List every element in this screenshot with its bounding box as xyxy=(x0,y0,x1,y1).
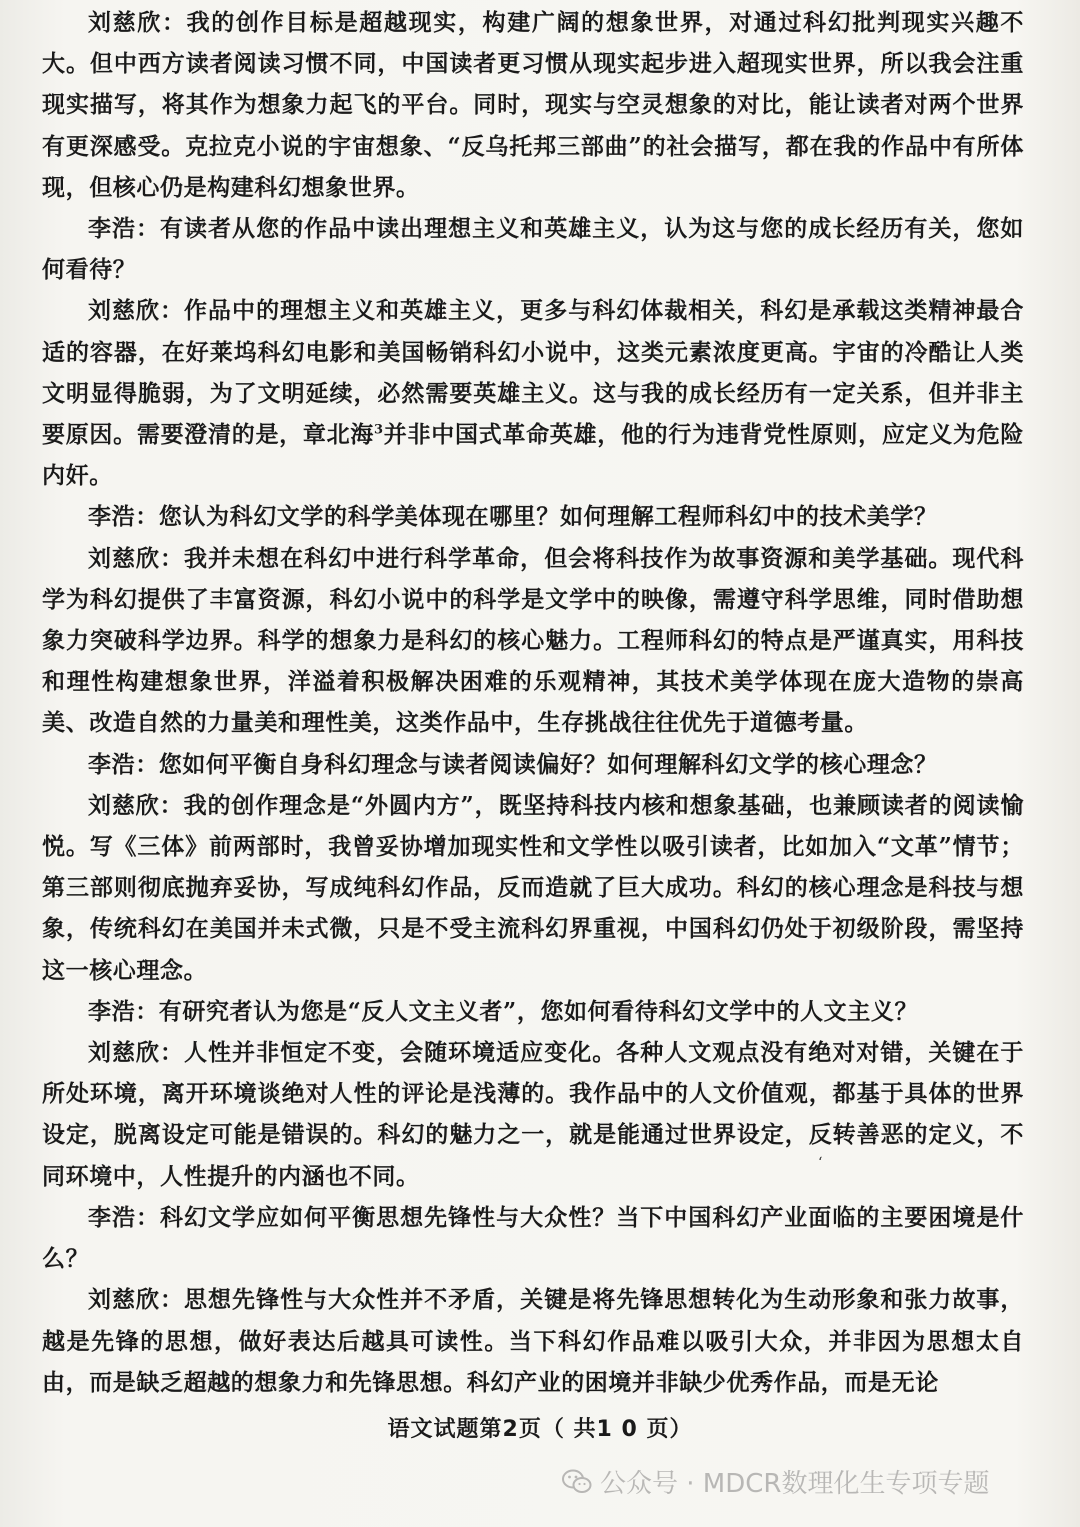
paragraph-3-tail: 并非中国式革命英雄，他的行为违背党性原则，应定义为危险内奸。 xyxy=(42,421,1025,490)
paragraph-1: 刘慈欣：我的创作目标是超越现实，构建广阔的想象世界，对通过科幻批判现实兴趣不大。但中西方读者阅读习惯不同，中国读者更习惯从现实起步进入超现实世界，所以我会注重现实描写，将其作为想象力起飞的平台。同时，现实与空灵想象的对比，能让读者对两个世界有更深感受。克拉克小说的宇宙想象、“反乌托邦三部曲”的社会描写，都在我的作品中有所体现，但核心仍是构建科幻想象世界。 xyxy=(42,9,1024,201)
page-footer: 语文试题第2页（ 共1 0 页） xyxy=(387,1417,693,1442)
paragraph-3-head: 刘慈欣：作品中的理想主义和英雄主义，更多与科幻体裁相关，科幻是承载这类精神最合适的容器，在好莱坞科幻电影和美国畅销科幻小说中，这类元素浓度更高。宇宙的冷酷让人类文明显得脆弱，为了文明延续，必然需要英雄主义。这与我的成长经历有一定关系，但并非主要原因。需要澄清的是，章北海 xyxy=(42,297,1024,449)
paragraph-8: 李浩：有研究者认为您是“反人文主义者”，您如何看待科幻文学中的人文主义？ xyxy=(88,997,919,1025)
paragraph-10: 李浩：科幻文学应如何平衡思想先锋性与大众性？当下中国科幻产业面临的主要困境是什么？ xyxy=(42,1203,1024,1273)
paragraph-6: 李浩：您如何平衡自身科幻理念与读者阅读偏好？如何理解科幻文学的核心理念？ xyxy=(88,750,938,778)
paragraph-4: 李浩：您认为科幻文学的科学美体现在哪里？如何理解工程师科幻中的技术美学？ xyxy=(88,503,938,531)
paragraph-5: 刘慈欣：我并未想在科幻中进行科学革命，但会将科技作为故事资源和美学基础。现代科学为科幻提供了丰富资源，科幻小说中的科学是文学中的映像，需遵守科学思维，同时借助想象力突破科学边界。科学的想象力是科幻的核心魅力。工程师科幻的特点是严谨真实，用科技和理性构建想象世界，洋溢着积极解决困难的乐观精神，其技术美学体现在庞大造物的崇高美、改造自然的力量美和理性美，这类作品中，生存挑战往往优先于道德考量。 xyxy=(42,544,1024,737)
paragraph-11: 刘慈欣：思想先锋性与大众性并不矛盾，关键是将先锋思想转化为生动形象和张力故事，越是先锋的思想，做好表达后越具可读性。当下科幻作品难以吸引大众，并非因为思想太自由，而是缺乏超越的想象力和先锋思想。科幻产业的困境并非缺少优秀作品，而是无论 xyxy=(42,1286,1024,1396)
watermark-text: 公众号 · MDCR数理化生专项专题 xyxy=(600,1469,990,1499)
paragraph-9: 刘慈欣：人性并非恒定不变，会随环境适应变化。各种人文观点没有绝对对错，关键在于所处环境，离开环境谈绝对人性的评论是浅薄的。我作品中的人文价值观，都基于具体的世界设定，脱离设定可能是错误的。科幻的魅力之一，就是能通过世界设定，反转善恶的定义，不同环境中，人性提升的内涵也不同。 xyxy=(42,1039,1024,1190)
footnote-marker: 3 xyxy=(374,422,384,438)
paragraph-3 xyxy=(42,290,1024,496)
scan-speck: ‘ xyxy=(818,1155,823,1171)
watermark xyxy=(562,1463,989,1500)
paragraph-2: 李浩：有读者从您的作品中读出理想主义和英雄主义，认为这与您的成长经历有关，您如何看待？ xyxy=(42,215,1024,284)
wechat-icon xyxy=(562,1469,592,1495)
paragraph-7: 刘慈欣：我的创作理念是“外圆内方”，既坚持科技内核和想象基础，也兼顾读者的阅读愉悦。写《三体》前两部时，我曾妥协增加现实性和文学性以吸引读者，比如加入“文革”情节；第三部则彻底抛弃妥协，写成纯科幻作品，反而造就了巨大成功。科幻的核心理念是科技与想象，传统科幻在美国并未式微，只是不受主流科幻界重视，中国科幻仍处于初级阶段，需坚持这一核心理念。 xyxy=(42,791,1024,984)
article-body xyxy=(42,2,1024,1403)
